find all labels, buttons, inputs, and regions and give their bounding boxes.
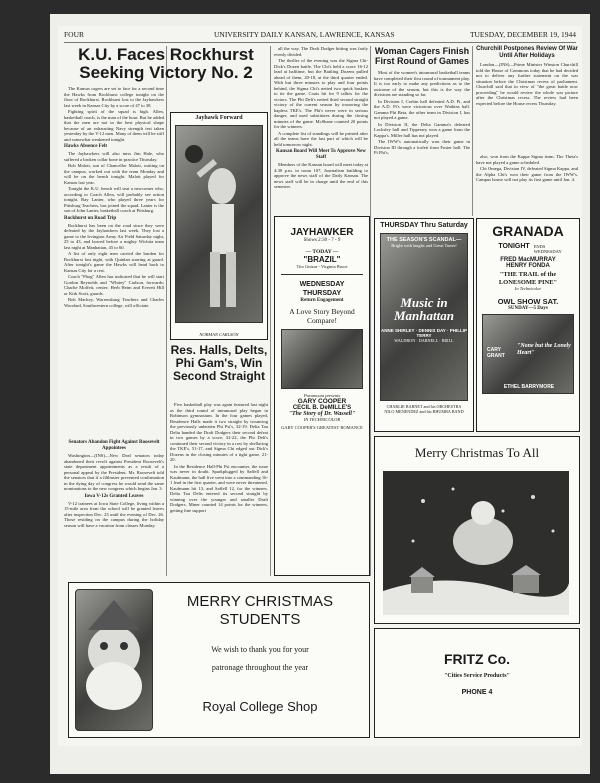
- ku-paragraph: The Jayhawkers will also miss Jim Hale, who suffered a broken collar bone in practice Thursday.: [64, 151, 164, 162]
- jayhawker-cast: Tito Guizar - Virginia Bruce: [296, 264, 348, 269]
- jayhawker-today: — TODAY —: [305, 249, 339, 255]
- kansan-board-subhead: Kansan Board Will Meet To Approve New Staff: [275, 149, 366, 160]
- women-story-continued: [476, 154, 578, 214]
- ku-subhead: Hawks Absence Felt: [64, 144, 108, 149]
- ku-subhead: Rockhurst on Road Trip: [64, 215, 117, 221]
- newspaper-page: [58, 26, 582, 746]
- couple-photo: [281, 329, 363, 389]
- senators-story: [64, 438, 164, 574]
- ku-headline: K.U. Faces Rockhurst Seeking Victory No. 2: [78, 45, 254, 82]
- fritz-slogan: "Cities Service Products": [444, 673, 510, 679]
- granada-name: GRANADA: [492, 223, 564, 239]
- page-number: FOUR: [64, 30, 85, 39]
- iowa-subhead: Iowa V-12s Granted Leaves: [84, 493, 144, 499]
- ku-paragraph: Bob Mackey, Warrensburg Teachers and Charles Woodard, Southwestern college, will officiate.: [64, 297, 164, 308]
- granada-sunday: SUNDAY—5 Days: [508, 306, 548, 311]
- santa-illustration: [383, 471, 569, 615]
- res-halls-headline: Res. Halls, Delts, Phi Gam's, Win Second Straight: [170, 343, 268, 383]
- santa-face-illustration: [75, 589, 153, 731]
- senators-paragraph: Washington—(INS)—New Deal senators today abandoned their revolt against President Roosevelt's state department appointments as a result of a personal appeal by the President. Mr. Roosevelt told the senators that if a filibuster prevented confirmation in the dying day of congress he would send the same nominations to the new congress which begins Jan. 3.: [64, 453, 164, 491]
- music-scandal: THE SEASON'S SCANDAL—: [386, 237, 462, 243]
- granada-tonight-row: [477, 243, 579, 254]
- fritz-co-ad: [374, 628, 580, 738]
- granada-color: In Technicolor: [514, 286, 542, 291]
- royal-line3: We wish to thank you for your: [211, 645, 309, 654]
- music-band: CHARLIE BARNET and his ORCHESTRA: [386, 404, 462, 409]
- women-paragraph: also, won from the Kappa Sigma team. The Theta's have not played a game scheduled.: [476, 154, 578, 165]
- res-paragraph: Five basketball play was again featured last night as the third round of intramural play began in Robinson gymnasium. In the four games played, Residence Halls made it two straight by trouncing the previously unbeaten Phi Psi's, 32-19. Delta Tau Delta handed the Draft Dodgers their second defeat in two games by a score, 32-22, the Phi Delt's continued their second victory in a row by shellacing the TKE's, 51-17, and Sigma Chi edged out Dick's Dozens in the closing minutes of a tight game, 21-20.: [170, 402, 268, 462]
- ku-paragraph: Bob Malott, son of Chancellor Malott, waiting on the campus, worked out with the team Monday and will be on the bench tonight. Malott played for Kansas last year.: [64, 163, 164, 185]
- fritz-name: FRITZ Co.: [443, 651, 511, 667]
- iowa-paragraph: V-12 trainees at Iowa State College, living within a 15-mile area from the school will be granted leaves after inspection Dec. 23 until the evening of Dec. 26. Those residing on the campus during the holiday season will have a vacation from classes Monday.: [64, 500, 164, 528]
- ku-paragraph: The Kansas cagers are set to face for a second time the Hawks from Rockhurst college tonight on the floor of Rockhurst. Rockhurst lost to the Jayhawkers last week in Kansas City by a score of 47 to 38.: [64, 86, 164, 108]
- column-rule: [370, 46, 371, 576]
- res-halls-story: [170, 402, 268, 574]
- jayhawker-director: CECIL B. DeMILLE'S: [292, 405, 352, 411]
- churchill-story: [476, 62, 578, 150]
- women-paragraph: The IWW's automatically won their game in Division III through a forfeit from Foster hall. The Pi Phi's,: [374, 139, 470, 155]
- churchill-headline: Churchill Postpones Review Of War Until After Holidays: [476, 46, 578, 59]
- jayhawker-return: Return Engagement: [300, 298, 344, 303]
- granada-theater-ad: [476, 218, 580, 432]
- royal-line4: patronage throughout the year: [211, 663, 309, 672]
- granada-star3: CARY GRANT: [487, 347, 505, 359]
- women-paragraph: Chi Omega, Division IV, defeated Sigma Kappa, and the Alpha Chi's won their game from the IWW's. Campus house will not play its first game until Jan. 4.: [476, 166, 578, 182]
- res-paragraph: In the Residence Hall-Phi Psi encounter, the issue was never in doubt. Sparkplugged by Saffell and Kaufmann, the hall five went into a commanding 16-1 lead in the first quarter, and were never threatened. Kaufmann hit 13, and Saffell 12, for the winners. Delta Tau Delts entered its second straight by winning over the younger and smaller Draft Dodgers. Miner counted 14 points for the winners, getting fine support: [170, 463, 268, 513]
- royal-line1: MERRY CHRISTMAS: [186, 593, 334, 610]
- granada-film2: "None but the Lonely Heart": [517, 343, 571, 356]
- women-paragraph: In Division I, Corbin hall defeated A.D. Pi, and the A.D. Pi's were victorious over Watkins hall. Gamma Phi Beta, the other team in Division I, has not played a game.: [374, 98, 470, 120]
- jayhawker-days: WEDNESDAY THURSDAY: [299, 281, 345, 297]
- jayhawker-theater-ad: [274, 216, 370, 576]
- jayhawker-romance: GARY COOPER'S GREATEST ROMANCE: [281, 425, 363, 430]
- ku-paragraph: Rockhurst has been on the road since they were defeated by the Jayhawkers last week. They lost a game to the Irvington Army Air Field Saturday night, 25 to 43, and bowed before a mighty Wichita team last night at Manhattan, 45 to 60.: [64, 222, 164, 250]
- senators-subhead: Senators Abandon Fight Against Roosevelt Appointees: [68, 440, 160, 451]
- music-band2: NILO MENENDEZ and his RHUMBA BAND: [384, 409, 464, 414]
- jayhawker-shows: Shows 2:30 - 7 - 9: [303, 238, 341, 243]
- draft-dodger-story: [274, 46, 368, 211]
- granada-film: "THE TRAIL of the LONESOME PINE": [498, 271, 558, 286]
- jayhawker-name: JAYHAWKER: [290, 227, 354, 238]
- music-days: THURSDAY Thru Saturday: [380, 222, 468, 229]
- women-paragraph: Most of the women's intramural basketball teams have completed their first round of tournament play. It is too early to make any predictions as to the outcome of the season, but this is the way the divisions are standing so far.: [374, 70, 470, 97]
- photo-title: Jayhawk Forward: [195, 115, 243, 121]
- ku-story: [64, 86, 164, 436]
- jayhawker-title: "The Story of Dr. Wassell": [288, 411, 356, 417]
- christmas-greeting: Merry Christmas To All: [414, 445, 540, 460]
- masthead: [64, 28, 576, 43]
- photo-credit: NORMAN CARLSON: [199, 332, 239, 337]
- kansan-paragraph: Members of the Kansan board will meet today at 4:30 p.m. in room 107, Journalism building to approve the news staff of the Daily Kansan. The news staff will be in charge until the end of this semester.: [274, 162, 368, 189]
- fritz-phone: PHONE 4: [461, 689, 493, 696]
- granada-owl: OWL SHOW SAT.: [497, 297, 559, 306]
- royal-shop-name: Royal College Shop: [202, 699, 318, 714]
- ku-paragraph: Tonight the K.U. bench will seat a newcomer who, according to Coach Allen, will probably see action tonight. Ray Lanier, who played three years for Pittsburg Teachers, has joined the squad. Lanier is the son of John Lanier, basketball coach at Pittsburg.: [64, 186, 164, 213]
- issue-date: TUESDAY, DECEMBER 19, 1944: [469, 30, 576, 39]
- jayhawker-star: GARY COOPER: [297, 398, 347, 405]
- music-title: Music in Manhattan: [394, 295, 454, 323]
- churchill-paragraph: London—(INS)—Prime Minister Winston Churchill told the House of Commons today that he had decided not to deliver any further statement on the war situation before the Christmas recess of parliament. Churchill said that in view of "the great battle now proceeding" he would review the whole war picture after the Christmas recess. The review had been expected before the House recess Thursday.: [476, 62, 578, 106]
- basketball-player-photo: [175, 125, 263, 323]
- royal-college-shop-ad: [68, 582, 370, 738]
- ku-paragraph: Coach "Phog" Allen has indicated that he will start Gordon Reynolds and "Whitey" Carlson, forwards; Charlie Moffett, center; Herb Heim and Everett Hill or Kirk Scott, guards.: [64, 274, 164, 296]
- jayhawker-presents: Paramount presents: [303, 393, 341, 398]
- column-rule: [166, 46, 167, 576]
- jayhawker-color: IN TECHNICOLOR: [303, 417, 341, 422]
- draft-paragraph: all the way. The Draft Dodger hitting was fairly evenly divided.: [274, 46, 368, 57]
- santa-sleigh-icon: [383, 471, 569, 615]
- ku-paragraph: A list of only eight men carried the burden for Rockhurst last night, with Quinlan starring at guard. After tonight's game the Hawks will head back to Kansas City for a rest.: [64, 251, 164, 273]
- granada-ends: ENDS WEDNESDAY: [533, 244, 562, 254]
- ku-paragraph: Fighting spirit of the squad is high. Allen, basketball coach, is the man of the hour. But he added that the men are not in the best physical shape because of an exhausting Navy strength test taken yesterday by the V-12 men. Many of them will be stiff and somewhat weakened tonight.: [64, 109, 164, 142]
- granada-tonight: TONIGHT: [498, 243, 530, 250]
- granada-star1: FRED MacMURRAY: [500, 257, 556, 263]
- women-paragraph: In Division II, the Delta Gamma's defeated Locksley hall and Tipperary won a game from the Kappa's. Miller hall has not played.: [374, 121, 470, 138]
- music-cast: ANNE SHIRLEY · DENNIS DAY · PHILLIP TERRY: [381, 328, 467, 338]
- music-cast2: WALDRON · DARNELL · BRILL: [394, 338, 454, 343]
- merry-christmas-ad: [374, 436, 580, 624]
- women-headline: Woman Cagers Finish First Round of Games: [374, 46, 470, 66]
- player-silhouette-icon: [176, 126, 262, 322]
- royal-line2: STUDENTS: [219, 611, 301, 628]
- paper-name: UNIVERSITY DAILY KANSAN, LAWRENCE, KANSAS: [214, 30, 395, 39]
- jayhawk-photo-box: [170, 112, 268, 340]
- music-scandal-sub: Bright with laughs and Great Tunes!: [391, 243, 457, 248]
- music-poster: [380, 233, 468, 401]
- music-in-manhattan-ad: [374, 218, 474, 432]
- granada-star4: ETHEL BARRYMORE: [503, 384, 555, 390]
- granada-star2: HENRY FONDA: [506, 263, 550, 269]
- santa-face-icon: [76, 590, 152, 730]
- jayhawker-tagline: A Love Story Beyond Compare!: [289, 307, 355, 325]
- draft-paragraph: The thriller of the evening was the Sigma Chi-Dick's Dozen battle. The Chi's held a score 16-12 lead at halftime, but the Battling Dozens pulled ahead of them, 20-18, at the third quarter ended. With but three minutes to play and four points behind, the Sigma Chi's netted two quick baskets to tie the game. Coats hit for 9 tallies for the victors. The Phi Delt's netted third second straight victory of the current season by trouncing the hapless TKE's. The Phi's never were in serious danger, and used substitutes during the closing minutes of the game. McShane counted 20 points for the winners.: [274, 58, 368, 129]
- draft-paragraph: A complete list of standings will be printed after all the teams have the last part of which will be held tomorrow night.: [274, 130, 368, 147]
- ad-divider: [281, 274, 363, 275]
- jayhawker-film: "BRAZIL": [303, 255, 341, 264]
- column-rule: [270, 46, 271, 576]
- column-rule: [472, 46, 473, 216]
- granada-poster: [482, 314, 574, 394]
- women-story: [374, 70, 470, 214]
